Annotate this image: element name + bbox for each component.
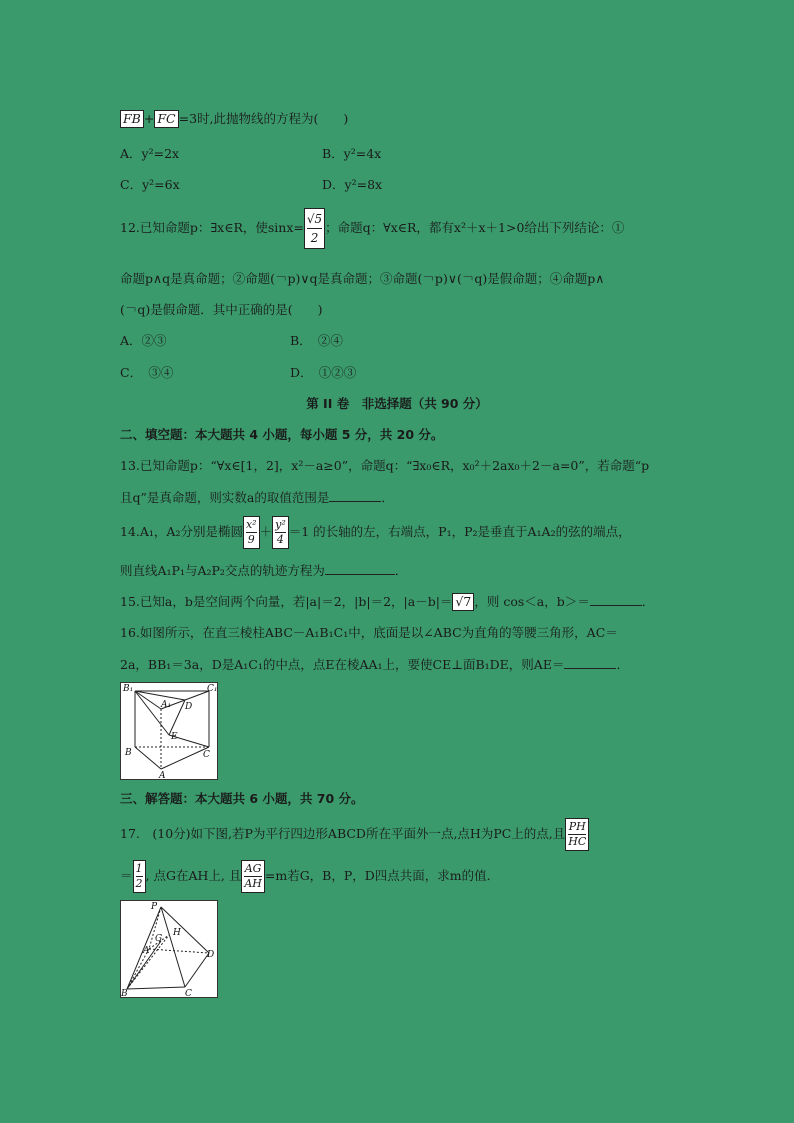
q14-text-c: 则直线A₁P₁与A₂P₂交点的轨迹方程为 xyxy=(120,563,325,578)
q17-frac2-num: 1 xyxy=(135,862,143,875)
q14-text-b: ＝1 的长轴的左，右端点，P₁，P₂是垂直于A₁A₂的弦的端点， xyxy=(288,524,631,539)
q11-option-d: D．y²=8x xyxy=(322,177,383,192)
q14-frac1-den: 9 xyxy=(247,533,255,546)
label-b: B xyxy=(125,748,132,758)
q17-text-c: =m若G，B，P，D四点共面，求m的值． xyxy=(264,868,500,883)
q12-text-a: 12.已知命题p：∃x∈R，使sinx= xyxy=(120,220,304,235)
q15-answer-blank xyxy=(590,593,642,606)
seg-b1d xyxy=(135,691,185,700)
q11-option-a: A．y²=2x xyxy=(120,146,180,161)
pyramid-diagram xyxy=(121,901,217,997)
q16-line2 xyxy=(120,656,629,673)
q17-frac3-num: AG xyxy=(244,862,262,875)
q12-option-d: D． ①②③ xyxy=(290,365,357,380)
edge-ad xyxy=(149,949,209,953)
q14-plus: ＋ xyxy=(259,524,273,539)
q16-line1: 16.如图所示，在直三棱柱ABC－A₁B₁C₁中，底面是以∠ABC为直角的等腰三角形，AC＝ xyxy=(120,625,618,640)
q14-fraction-x xyxy=(243,516,260,549)
label-d: D xyxy=(207,950,215,960)
q12-line1 xyxy=(120,208,624,249)
vector-fc: FC xyxy=(154,110,178,128)
q15-end: ． xyxy=(641,594,655,609)
label-a1: A₁ xyxy=(161,700,172,710)
q12-option-c: C． ③④ xyxy=(120,365,174,380)
q17-frac2-den: 2 xyxy=(135,877,143,890)
q14-line2 xyxy=(120,562,407,579)
edge-cd xyxy=(185,953,209,987)
q13-line1: 13.已知命题p：“∀x∈[1，2]，x²－a≥0”，命题q：“∃x₀∈R，x₀²＋2ax₀＋2－a=0”，若命题“p xyxy=(120,458,650,473)
vector-fb: FB xyxy=(120,110,144,128)
q14-answer-blank xyxy=(325,562,395,575)
q14-text-a: 14.A₁，A₂分别是椭圆 xyxy=(120,524,243,539)
q17-text-a: 17. (10分)如下图,若P为平行四边形ABCD所在平面外一点,点H为PC上的点,且 xyxy=(120,826,566,841)
q13-answer-blank xyxy=(329,489,381,502)
q17-line1 xyxy=(120,814,589,854)
q17-text-b: , 点G在AH上, 且 xyxy=(145,868,242,883)
q17-line2 xyxy=(120,856,499,896)
edge-ba xyxy=(135,747,161,769)
q14-line1 xyxy=(120,512,631,552)
edge-ac xyxy=(161,747,209,769)
q11-option-b: B．y²=4x xyxy=(322,146,382,161)
q17-frac3-den: AH xyxy=(244,877,262,890)
q12-frac-den: 2 xyxy=(310,231,319,245)
label-e: E xyxy=(171,732,178,742)
q17-figure xyxy=(120,900,218,998)
q16-text: 2a，BB₁＝3a，D是A₁C₁的中点，点E在棱AA₁上，要使CE⊥面B₁DE，则AE＝ xyxy=(120,657,565,672)
label-h: H xyxy=(173,928,181,938)
prism-diagram xyxy=(121,683,217,779)
q17-fraction-ag-ah xyxy=(241,860,265,893)
part2-title: 第 II 卷 非选择题（共 90 分） xyxy=(306,396,488,411)
q16-answer-blank xyxy=(564,656,616,669)
q12-option-b: B． ②④ xyxy=(290,333,343,348)
section3-heading: 三、解答题：本大题共 6 小题，共 70 分。 xyxy=(120,791,364,806)
label-c: C xyxy=(185,989,192,997)
q11-tail-text: =3时,此抛物线的方程为( ) xyxy=(178,111,349,126)
q15-text-b: ，则 cos＜a，b＞＝ xyxy=(474,594,590,609)
q17-frac1-den: HC xyxy=(568,835,587,848)
seg-b1e xyxy=(135,691,172,735)
q15-text-a: 15.已知a，b是空间两个向量，若|a|＝2，|b|＝2，|a－b|＝ xyxy=(120,594,453,609)
label-b1: B₁ xyxy=(123,684,134,694)
q17-eq: ＝ xyxy=(120,868,133,883)
q14-fraction-y xyxy=(272,516,289,549)
q16-end: ． xyxy=(616,657,629,672)
q17-fraction-ph-hc xyxy=(565,818,589,851)
label-c1: C₁ xyxy=(207,684,217,694)
q11-option-c: C．y²=6x xyxy=(120,177,180,192)
q12-fraction xyxy=(304,208,325,249)
q16-figure xyxy=(120,682,218,780)
edge-bc xyxy=(127,987,185,989)
q14-frac1-num: x² xyxy=(245,518,257,531)
q15-root: √7 xyxy=(452,593,474,611)
label-c: C xyxy=(203,750,210,760)
label-p: P xyxy=(151,902,158,912)
q14-frac2-den: 4 xyxy=(276,533,284,546)
q11-tail: FB + FC =3时,此抛物线的方程为( ) xyxy=(120,110,348,128)
label-a: A xyxy=(159,771,166,779)
q12-line2: 命题p∧q是真命题；②命题(￢p)∨q是真命题；③命题(￢p)∨(￢q)是假命题；④命题p∧ xyxy=(120,271,605,286)
label-g: G xyxy=(155,934,163,944)
label-a: A xyxy=(143,946,150,956)
q12-option-a: A．②③ xyxy=(120,333,167,348)
q14-end: ． xyxy=(394,563,408,578)
q17-fraction-half xyxy=(133,860,146,893)
q12-frac-num: √5 xyxy=(307,210,322,229)
q13-text: 且q”是真命题，则实数a的取值范围是 xyxy=(120,490,330,505)
q15-line xyxy=(120,593,654,611)
label-d: D xyxy=(185,702,193,712)
q13-end: ． xyxy=(381,490,394,505)
q12-text-b: ；命题q：∀x∈R，都有x²＋x＋1>0给出下列结论：① xyxy=(325,220,625,235)
q13-line2 xyxy=(120,489,394,506)
q17-frac1-num: PH xyxy=(568,820,586,833)
section2-heading: 二、填空题：本大题共 4 小题，每小题 5 分，共 20 分。 xyxy=(120,427,444,442)
q12-line3: (￢q)是假命题．其中正确的是( ) xyxy=(120,302,323,317)
label-b: B xyxy=(121,989,128,997)
q14-frac2-num: y² xyxy=(275,518,286,531)
